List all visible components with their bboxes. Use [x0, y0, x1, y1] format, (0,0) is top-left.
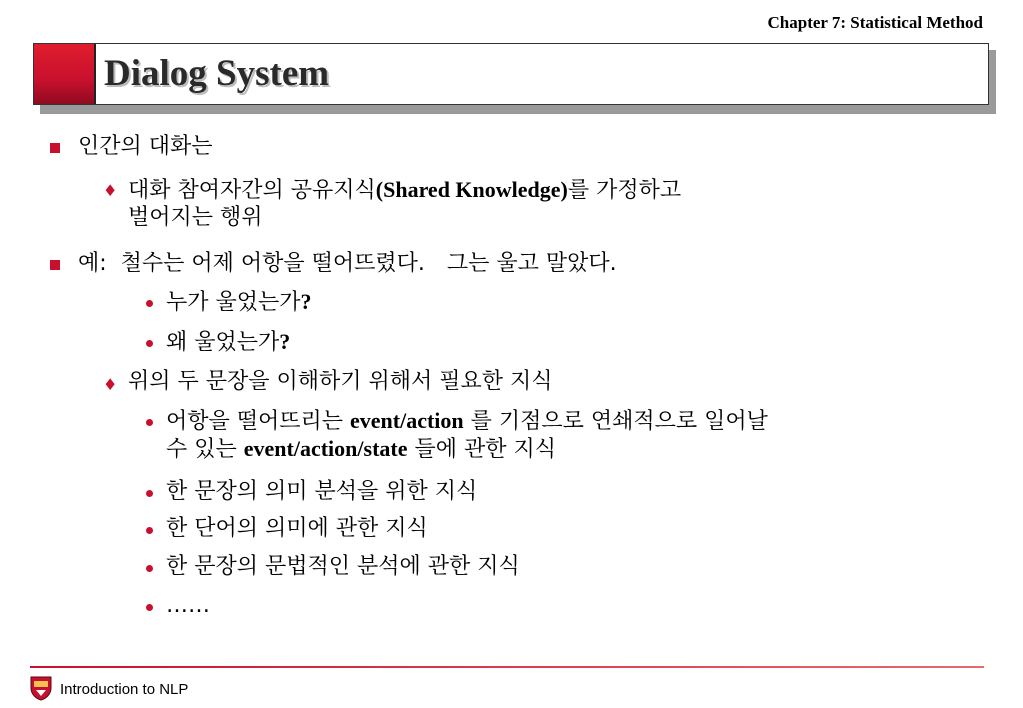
- list-item: 한 단어의 의미에 관한 지식: [166, 516, 428, 541]
- bullet-dot-icon: [146, 300, 153, 307]
- bullet-square-icon: [50, 260, 60, 270]
- list-item: 왜 울었는가?: [166, 329, 291, 355]
- list-item: 어항을 떨어뜨리는 event/action 를 기점으로 연쇄적으로 일어날: [166, 408, 768, 434]
- list-item: 인간의 대화는: [78, 134, 213, 159]
- bullet-dot-icon: [146, 340, 153, 347]
- list-item: 한 문장의 문법적인 분석에 관한 지식: [166, 554, 520, 579]
- list-item-continuation: 수 있는 event/action/state 들에 관한 지식: [166, 436, 556, 462]
- chapter-header: Chapter 7: Statistical Method: [767, 13, 983, 32]
- footer-text: Introduction to NLP: [60, 681, 189, 698]
- footer-divider: [30, 666, 984, 668]
- bullet-dot-icon: [146, 565, 153, 572]
- bullet-dot-icon: [146, 527, 153, 534]
- list-item: 위의 두 문장을 이해하기 위해서 필요한 지식: [128, 369, 553, 394]
- list-item: 대화 참여자간의 공유지식(Shared Knowledge)를 가정하고: [128, 177, 682, 203]
- bullet-diamond-icon: ♦: [103, 375, 118, 394]
- list-item: 한 문장의 의미 분석을 위한 지식: [166, 479, 478, 504]
- bullet-diamond-icon: ♦: [103, 181, 118, 200]
- bullet-dot-icon: [146, 604, 153, 611]
- list-item: 누가 울었는가?: [166, 289, 312, 315]
- bullet-square-icon: [50, 143, 60, 153]
- list-item: 예: 철수는 어제 어항을 떨어뜨렸다. 그는 울고 말았다.: [78, 251, 617, 276]
- bullet-dot-icon: [146, 490, 153, 497]
- page-title: Dialog System: [104, 53, 330, 94]
- list-item: ……: [166, 593, 210, 618]
- title-box: [33, 43, 989, 105]
- bullet-dot-icon: [146, 419, 153, 426]
- title-red-block: [34, 44, 96, 104]
- university-crest-icon: [30, 675, 52, 701]
- list-item-continuation: 벌어지는 행위: [128, 205, 263, 230]
